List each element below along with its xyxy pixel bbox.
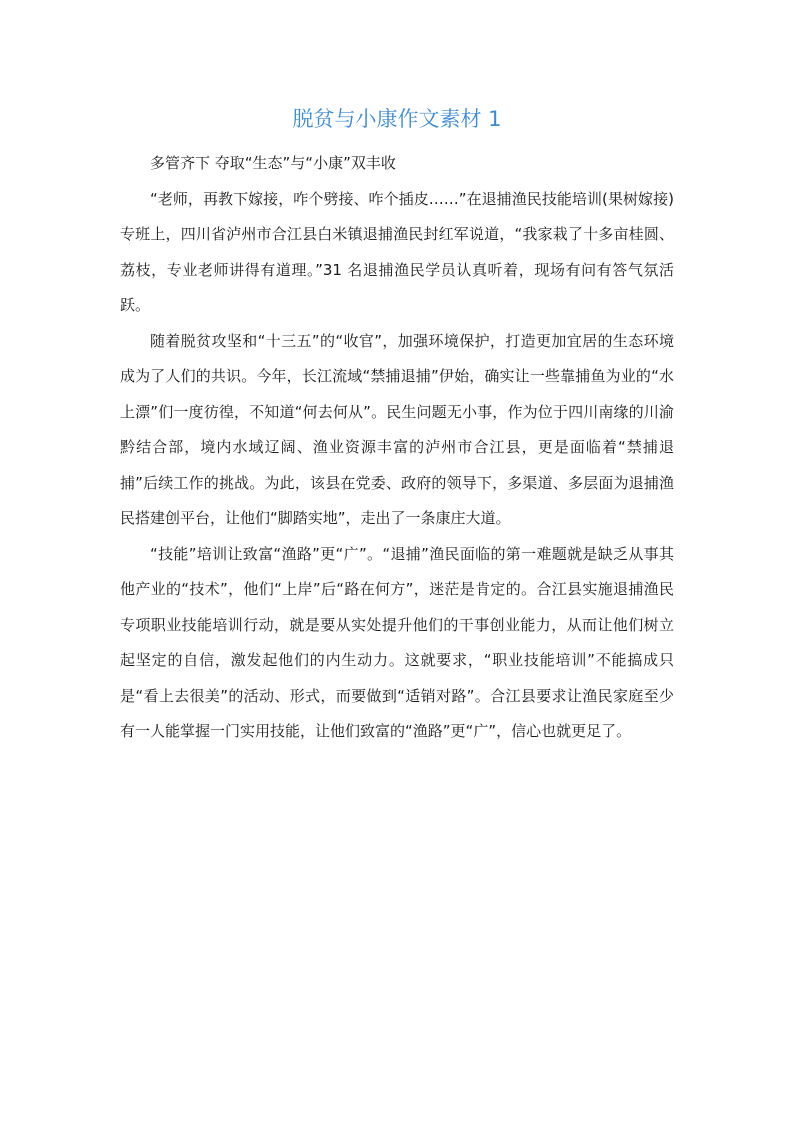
paragraph-1: “老师，再教下嫁接，咋个劈接、咋个插皮……”在退捕渔民技能培训(果树嫁接)专班上，四川省泸州市合江县白米镇退捕渔民封红军说道，“我家栽了十多亩桂圆、荔枝，专业老师讲得有道理。”31 名退捕渔民学员认真听着，现场有问有答气氛活跃。 [120, 189, 674, 314]
paragraph-3: “技能”培训让致富“渔路”更“广”。“退捕”渔民面临的第一难题就是缺乏从事其他产业的“技术”，他们“上岸”后“路在何方”，迷茫是肯定的。合江县实施退捕渔民专项职业技能培训行动，就是要从实处提升他们的干事创业能力，从而让他们树立起坚定的自信，激发起他们的内生动力。这就要求，“职业技能培训”不能搞成只是“看上去很美”的活动、形式，而要做到“适销对路”。合江县要求让渔民家庭至少有一人能掌握一门实用技能，让他们致富的“渔路”更“广”，信心也就更足了。 [120, 544, 674, 740]
paragraph-2: 随着脱贫攻坚和“十三五”的“收官”，加强环境保护，打造更加宜居的生态环境成为了人们的共识。今年，长江流域“禁捕退捕”伊始，确实让一些靠捕鱼为业的“水上漂”们一度彷徨，不知道“何去何从”。民生问题无小事，作为位于四川南缘的川渝黔结合部，境内水域辽阔、渔业资源丰富的泸州市合江县，更是面临着“禁捕退捕”后续工作的挑战。为此，该县在党委、政府的领导下，多渠道、多层面为退捕渔民搭建创平台，让他们“脚踏实地”，走出了一条康庄大道。 [120, 331, 674, 527]
document-body [120, 146, 674, 750]
paragraph-subtitle: 多管齐下 夺取“生态”与“小康”双丰收 [150, 154, 396, 172]
document-title: 脱贫与小康作文素材 1 [292, 107, 502, 131]
